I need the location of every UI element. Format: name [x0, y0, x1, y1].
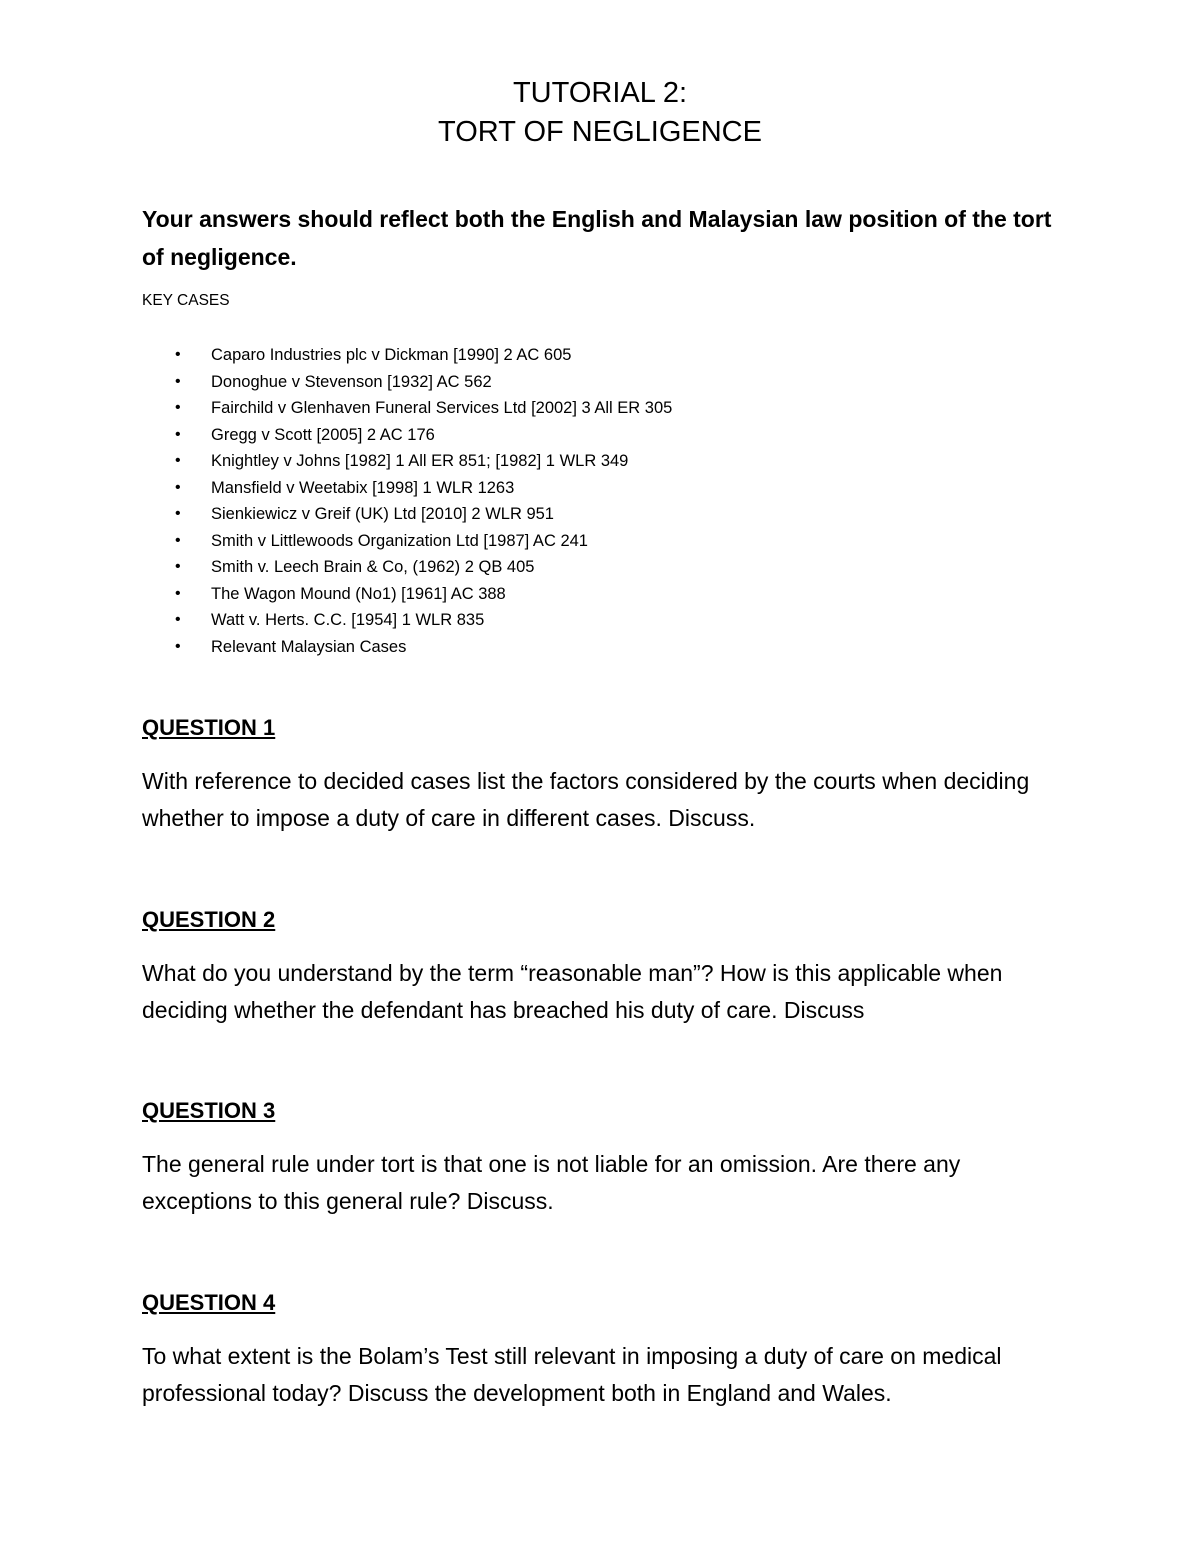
- question-text: With reference to decided cases list the factors considered by the courts when deciding whether to impose a duty of care in different cases. Discuss.: [142, 768, 1030, 831]
- bullet-icon: •: [175, 346, 181, 363]
- case-item: [142, 369, 1042, 396]
- case-item: [142, 528, 1042, 555]
- title-line-1: TUTORIAL 2:: [512, 77, 688, 109]
- bullet-icon: •: [175, 452, 181, 469]
- case-text: Relevant Malaysian Cases: [211, 637, 407, 656]
- key-cases-heading: KEY CASES: [142, 292, 230, 309]
- question-heading: QUESTION 3: [142, 1098, 276, 1123]
- bullet-icon: •: [175, 505, 181, 522]
- bullet-icon: •: [175, 425, 181, 443]
- bullet-icon: •: [175, 478, 181, 496]
- case-text: Watt v. Herts. C.C. [1954] 1 WLR 835: [211, 611, 485, 629]
- case-text: The Wagon Mound (No1) [1961] AC 388: [211, 584, 506, 603]
- question-text: What do you understand by the term “reasonable man”? How is this applicable when deciding whether the defendant has breached his duty of care. Discuss: [142, 960, 1003, 1023]
- document-title: [0, 74, 1200, 152]
- bullet-icon: •: [175, 637, 181, 655]
- case-item: [142, 607, 1042, 634]
- case-text: Sienkiewicz v Greif (UK) Ltd [2010] 2 WLR 951: [211, 505, 554, 523]
- case-text: Smith v Littlewoods Organization Ltd [1987] AC 241: [211, 531, 588, 550]
- case-item: [142, 475, 1042, 502]
- title-line-2: TORT OF NEGLIGENCE: [438, 116, 762, 148]
- question-heading: QUESTION 4: [142, 1290, 276, 1315]
- question-1: [142, 713, 1072, 837]
- case-item: [142, 634, 1042, 661]
- question-text: To what extent is the Bolam’s Test still relevant in imposing a duty of care on medical professional today? Discuss the development both in England and Wales.: [142, 1343, 1002, 1406]
- case-item: [142, 422, 1042, 449]
- case-text: Mansfield v Weetabix [1998] 1 WLR 1263: [211, 478, 515, 497]
- bullet-icon: •: [175, 584, 181, 602]
- case-text: Smith v. Leech Brain & Co, (1962) 2 QB 405: [211, 558, 535, 576]
- question-text: The general rule under tort is that one is not liable for an omission. Are there any exceptions to this general rule? Discuss.: [142, 1151, 961, 1214]
- case-item: [142, 342, 1042, 369]
- question-heading: QUESTION 2: [142, 907, 276, 932]
- question-3: [142, 1096, 1072, 1220]
- question-heading: QUESTION 1: [142, 715, 276, 740]
- case-item: [142, 395, 1042, 422]
- case-item: [142, 448, 1042, 475]
- instruction-text: Your answers should reflect both the English and Malaysian law position of the tort of negligence.: [142, 206, 1052, 270]
- bullet-icon: •: [175, 399, 181, 416]
- question-4: [142, 1288, 1072, 1412]
- bullet-icon: •: [175, 531, 181, 549]
- case-text: Caparo Industries plc v Dickman [1990] 2 AC 605: [211, 346, 572, 364]
- bullet-icon: •: [175, 611, 181, 628]
- bullet-icon: •: [175, 558, 181, 575]
- case-item: [142, 501, 1042, 528]
- key-cases-list: [142, 342, 1042, 660]
- case-text: Knightley v Johns [1982] 1 All ER 851; [1982] 1 WLR 349: [211, 452, 629, 470]
- case-item: [142, 554, 1042, 581]
- case-item: [142, 581, 1042, 608]
- case-text: Gregg v Scott [2005] 2 AC 176: [211, 425, 435, 444]
- question-2: [142, 905, 1072, 1029]
- case-text: Fairchild v Glenhaven Funeral Services Ltd [2002] 3 All ER 305: [211, 399, 673, 417]
- bullet-icon: •: [175, 372, 181, 390]
- case-text: Donoghue v Stevenson [1932] AC 562: [211, 372, 492, 391]
